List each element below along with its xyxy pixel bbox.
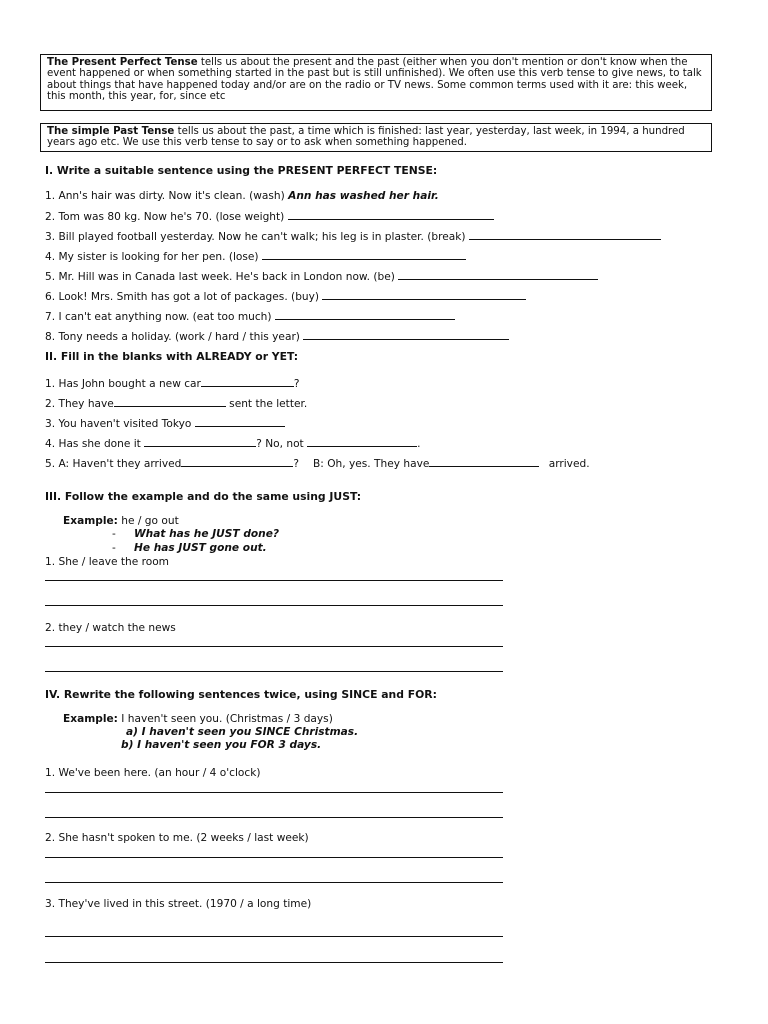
s1-item-4-text: 4. My sister is looking for her pen. (lose) (45, 251, 262, 263)
writing-line[interactable] (45, 882, 503, 883)
s3-example-answer (112, 542, 267, 554)
example-question: What has he JUST done? (134, 528, 280, 540)
s2-item-1-end: ? (293, 378, 300, 390)
s2-item-3-text: 3. You haven't visited Tokyo (45, 418, 195, 430)
answer-blank[interactable] (195, 417, 285, 427)
answer-blank[interactable] (144, 437, 256, 447)
s1-item-5-text: 5. Mr. Hill was in Canada last week. He's back in London now. (be) (45, 271, 399, 283)
answer-blank[interactable] (181, 457, 293, 467)
simple-past-text: tells us about the past, a time which is finished: last year, yesterday, last week, in 1994, a hundred years ago etc. We use this verb tense to say or to ask when something happened. (47, 126, 685, 149)
answer-blank[interactable] (201, 377, 294, 387)
s1-item-6-text: 6. Look! Mrs. Smith has got a lot of packages. (buy) (45, 291, 323, 303)
s2-item-5-q: ? (293, 458, 299, 470)
s2-item-2 (45, 397, 307, 410)
present-perfect-term: The Present Perfect Tense (47, 57, 198, 68)
s1-item-2-text: 2. Tom was 80 kg. Now he's 70. (lose weight) (45, 211, 288, 223)
section-4-title: IV. Rewrite the following sentences twice, using SINCE and FOR: (45, 688, 437, 701)
answer-blank[interactable] (469, 230, 661, 240)
section-1-title: I. Write a suitable sentence using the PRESENT PERFECT TENSE: (45, 164, 438, 177)
writing-line[interactable] (45, 580, 503, 581)
section-2-title: II. Fill in the blanks with ALREADY or YET: (45, 350, 299, 363)
s4-item-2: 2. She hasn't spoken to me. (2 weeks / last week) (45, 832, 309, 844)
answer-blank[interactable] (307, 437, 417, 447)
s2-item-2-text: 2. They have (45, 398, 114, 410)
example-answer: He has JUST gone out. (134, 542, 267, 554)
s3-item-2: 2. they / watch the news (45, 622, 176, 634)
present-perfect-definition-box (40, 54, 712, 111)
dash: - (112, 542, 116, 554)
s2-item-1 (45, 377, 300, 390)
s1-item-3 (45, 230, 661, 243)
answer-blank[interactable] (303, 330, 509, 340)
s2-item-1-text: 1. Has John bought a new car (45, 378, 201, 390)
example-prompt: I haven't seen you. (Christmas / 3 days) (117, 713, 333, 725)
example-label: Example: (63, 713, 118, 725)
writing-line[interactable] (45, 792, 503, 793)
s2-item-5-end: arrived. (545, 458, 590, 470)
writing-line[interactable] (45, 646, 503, 647)
s3-item-1: 1. She / leave the room (45, 556, 170, 568)
s2-item-5-text: 5. A: Haven't they arrived (45, 458, 182, 470)
s4-example-a: a) I haven't seen you SINCE Christmas. (126, 726, 359, 738)
s2-item-5 (45, 457, 590, 470)
s1-item-1 (45, 190, 439, 202)
s1-item-3-text: 3. Bill played football yesterday. Now he can't walk; his leg is in plaster. (break) (45, 231, 469, 243)
answer-blank[interactable] (429, 457, 539, 467)
writing-line[interactable] (45, 962, 503, 963)
s3-example (63, 515, 179, 527)
answer-blank[interactable] (262, 250, 466, 260)
answer-blank[interactable] (398, 270, 598, 280)
writing-line[interactable] (45, 671, 503, 672)
s2-item-4-mid: ? No, not (256, 438, 308, 450)
s3-example-question (112, 528, 279, 540)
simple-past-definition-box (40, 123, 712, 152)
s1-item-4 (45, 250, 466, 263)
s1-item-7-text: 7. I can't eat anything now. (eat too much) (45, 311, 275, 323)
writing-line[interactable] (45, 817, 503, 818)
answer-blank[interactable] (288, 210, 494, 220)
writing-line[interactable] (45, 857, 503, 858)
s1-item-7 (45, 310, 455, 323)
answer-blank[interactable] (322, 290, 526, 300)
s1-item-1-text: 1. Ann's hair was dirty. Now it's clean. (wash) (45, 190, 289, 202)
s2-item-4 (45, 437, 420, 450)
example-prompt: he / go out (117, 515, 179, 527)
s2-item-4-text: 4. Has she done it (45, 438, 145, 450)
writing-line[interactable] (45, 605, 503, 606)
s1-item-6 (45, 290, 526, 303)
s1-item-8-text: 8. Tony needs a holiday. (work / hard / this year) (45, 331, 304, 343)
s4-item-1: 1. We've been here. (an hour / 4 o'clock) (45, 767, 261, 779)
s1-item-5 (45, 270, 598, 283)
answer-blank[interactable] (114, 397, 226, 407)
s1-item-8 (45, 330, 509, 343)
s4-example (63, 713, 333, 725)
simple-past-term: The simple Past Tense (47, 126, 175, 137)
answer-blank[interactable] (275, 310, 455, 320)
s2-item-3 (45, 417, 285, 430)
section-3-title: III. Follow the example and do the same using JUST: (45, 490, 362, 503)
s2-item-5-b: B: Oh, yes. They have (312, 458, 430, 470)
s2-item-4-end: . (417, 438, 421, 450)
s1-item-1-answer: Ann has washed her hair. (288, 190, 439, 202)
s4-example-b: b) I haven't seen you FOR 3 days. (121, 739, 322, 751)
writing-line[interactable] (45, 936, 503, 937)
s1-item-2 (45, 210, 494, 223)
s2-item-2-end: sent the letter. (225, 398, 308, 410)
present-perfect-text: tells us about the present and the past (either when you don't mention or don't know when the event happened or when something started in the past but is still unfinished). We often use this verb tense to give news, to talk about things that have happened today and/or are on the radio or TV news. Some common terms used with it are: this week, this month, this year, for, since etc (47, 57, 702, 103)
dash: - (112, 528, 116, 540)
example-label: Example: (63, 515, 118, 527)
s4-item-3: 3. They've lived in this street. (1970 / a long time) (45, 898, 312, 910)
